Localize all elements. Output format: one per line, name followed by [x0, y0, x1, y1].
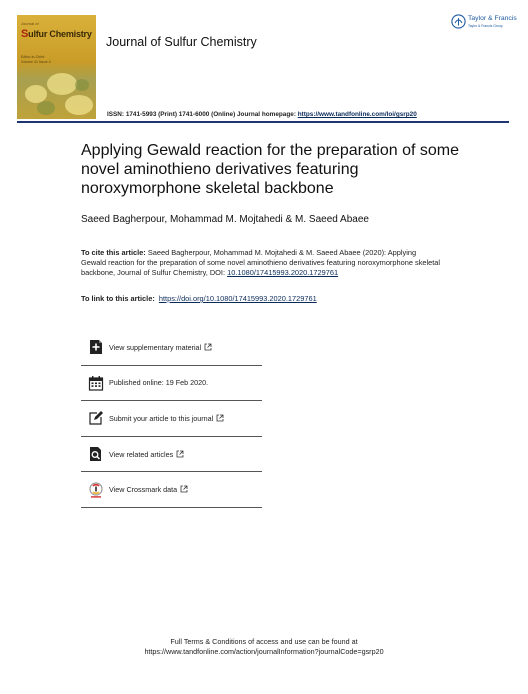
publisher-sub: Taylor & Francis Group: [468, 24, 503, 28]
cite-text: Saeed Bagherpour, Mohammad M. Mojtahedi & M. Saeed Abaee (2020): Applying Gewald reaction for the preparation of some novel aminothieno derivatives featuring noroxymorphone skeletal backbone, Journal of Sulfur Chemistry, DOI:: [81, 248, 441, 277]
citation-block: [81, 248, 441, 277]
cover-title: Sulfur Chemistry: [21, 28, 92, 40]
cite-label: To cite this article:: [81, 248, 146, 257]
article-actions: [81, 330, 262, 508]
calendar-icon: [88, 375, 104, 391]
action-label: View supplementary material: [109, 343, 212, 352]
action-label: Submit your article to this journal: [109, 414, 224, 423]
external-link-icon: [204, 343, 212, 351]
journal-cover-image: [17, 15, 96, 119]
external-link-icon: [176, 450, 184, 458]
external-link-icon: [216, 414, 224, 422]
article-authors: Saeed Bagherpour, Mohammad M. Mojtahedi & M. Saeed Abaee: [81, 214, 369, 225]
action-supplementary-material[interactable]: [81, 330, 262, 366]
crossmark-icon: [88, 482, 104, 498]
article-title: Applying Gewald reaction for the preparation of some novel aminothieno derivatives featuring noroxymorphone skeletal backbone: [81, 142, 459, 197]
cover-editor: Editor-in-Chief: Volume 41 Issue 4: [21, 55, 51, 64]
search-document-icon: [88, 446, 104, 462]
cover-top-label: Journal of: [21, 21, 39, 26]
action-label: Published online: 19 Feb 2020.: [109, 378, 209, 388]
issn-line: ISSN: 1741-5993 (Print) 1741-6000 (Online) Journal homepage: https://www.tandfonline.com/loi/gsrp20: [107, 111, 417, 118]
action-label: View Crossmark data: [109, 485, 188, 494]
journal-name[interactable]: Journal of Sulfur Chemistry: [106, 35, 257, 49]
external-link-icon: [180, 485, 188, 493]
plus-document-icon: [88, 339, 104, 355]
action-crossmark[interactable]: [81, 472, 262, 508]
publisher-logo[interactable]: [451, 13, 519, 35]
action-submit-article[interactable]: [81, 401, 262, 437]
pencil-edit-icon: [88, 410, 104, 426]
publisher-logo-icon: [451, 14, 466, 29]
cite-doi-link[interactable]: 10.1080/17415993.2020.1729761: [227, 267, 339, 277]
link-label: To link to this article:: [81, 294, 155, 303]
action-published-online: [81, 366, 262, 402]
publisher-name: Taylor & Francis: [468, 15, 517, 22]
article-doi-link[interactable]: https://doi.org/10.1080/17415993.2020.1729761: [158, 294, 317, 303]
action-related-articles[interactable]: [81, 437, 262, 473]
header-divider: [17, 121, 509, 123]
action-label: View related articles: [109, 450, 184, 459]
journal-homepage-link[interactable]: https://www.tandfonline.com/loi/gsrp20: [297, 111, 417, 118]
footer-line: Full Terms & Conditions of access and use can be found at: [170, 637, 358, 646]
article-link-line: [81, 294, 317, 303]
footer-link[interactable]: https://www.tandfonline.com/action/journalInformation?journalCode=gsrp20: [144, 647, 384, 656]
terms-footer: [0, 637, 528, 657]
